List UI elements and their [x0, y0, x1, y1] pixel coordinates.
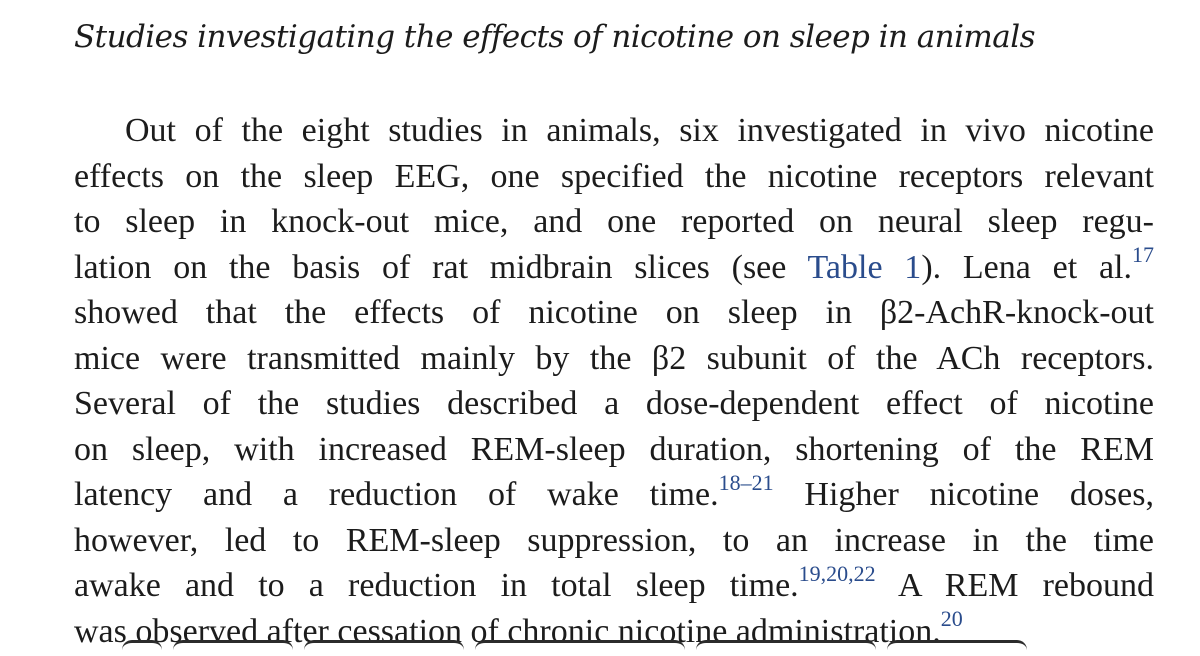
line-text: Higher nicotine doses, — [773, 476, 1154, 513]
citation-ref-19-20-22[interactable]: 19,20,22 — [798, 560, 876, 586]
paragraph-line: to sleep in knock-out mice, and one reported on neural sleep regu- — [74, 203, 1154, 240]
paragraph-line: on sleep, with increased REM-sleep duration, shortening of the REM — [74, 430, 1154, 468]
table-1-link[interactable]: Table 1 — [807, 248, 922, 286]
cut-off-glyphs — [475, 640, 685, 656]
cut-off-glyphs — [304, 640, 464, 656]
citation-ref-17[interactable]: 17 — [1131, 242, 1154, 268]
citation-ref-20[interactable]: 20 — [940, 606, 963, 632]
line-text: latency and a reduction of wake time. — [74, 476, 719, 513]
cut-off-glyphs — [122, 640, 162, 656]
cut-off-glyphs — [887, 640, 1027, 656]
paragraph-line: mice were transmitted mainly by the β2 subunit of the ACh receptors. — [74, 339, 1154, 377]
paragraph-line: Several of the studies described a dose-dependent effect of nicotine — [74, 385, 1154, 422]
paragraph-line — [74, 469, 1154, 518]
section-heading: Studies investigating the effects of nicotine on sleep in animals — [74, 19, 1035, 55]
line-text: awake and to a reduction in total sleep time. — [74, 567, 799, 604]
paragraph-line: showed that the effects of nicotine on sleep in β2-AchR-knock-out — [74, 294, 1154, 331]
paragraph-line — [74, 560, 1154, 609]
line-text: A REM rebound — [875, 567, 1154, 604]
line-text: was observed after cessation of chronic nicotine administration. — [74, 612, 941, 650]
paragraph-line: effects on the sleep EEG, one specified the nicotine receptors relevant — [74, 157, 1154, 195]
line-text: ). Lena et al. — [921, 248, 1132, 286]
citation-ref-18-21[interactable]: 18–21 — [718, 469, 774, 495]
cut-off-glyphs — [696, 640, 876, 656]
line-text: lation on the basis of rat midbrain slices (see — [74, 248, 808, 286]
paragraph-line: however, led to REM-sleep suppression, to an increase in the time — [74, 521, 1154, 559]
paragraph-line: Out of the eight studies in animals, six investigated in vivo nicotine — [125, 112, 1154, 149]
cut-off-glyphs — [173, 640, 293, 656]
paragraph-line — [74, 242, 1154, 291]
body-paragraph — [74, 108, 1154, 654]
cut-off-next-line — [122, 640, 1072, 656]
